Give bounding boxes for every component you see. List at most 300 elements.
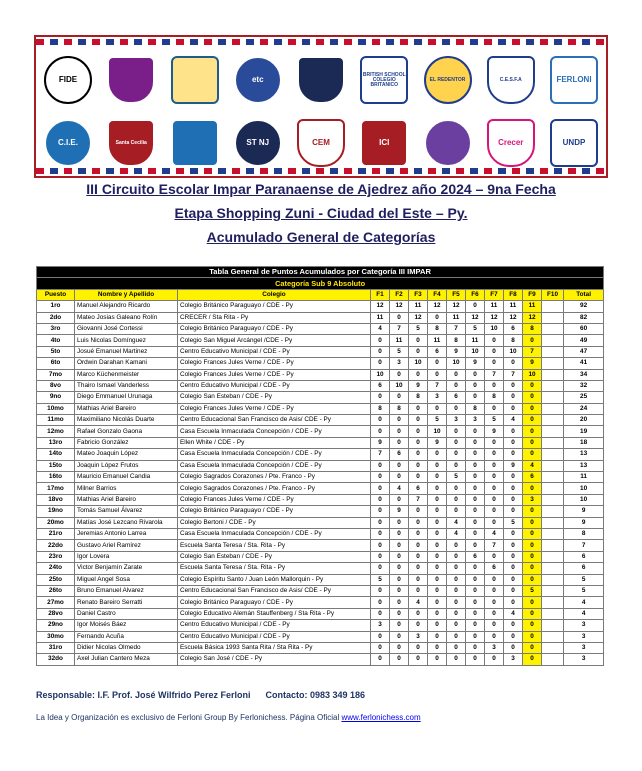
stage-score-cell: 4 (447, 528, 466, 539)
stage-score-cell: 9 (523, 358, 542, 369)
column-header: F7 (485, 289, 504, 300)
stage-score-cell: 3 (447, 415, 466, 426)
stage-score-cell: 0 (466, 608, 485, 619)
stage-score-cell: 7 (485, 540, 504, 551)
stage-score-cell: 0 (409, 563, 428, 574)
logo-label: BRITISH SCHOOL COLEGIO BRITANICO (362, 71, 406, 88)
school-cell: Colegio Espíritu Santo / Juan León Mallorquin - Py (178, 574, 371, 585)
stage-score-cell: 7 (428, 380, 447, 391)
stage-score-cell: 0 (485, 449, 504, 460)
logo-label: Crecer (498, 138, 524, 147)
stage-score-cell: 0 (390, 631, 409, 642)
stage-score-cell: 0 (466, 574, 485, 585)
stage-score-cell: 0 (428, 597, 447, 608)
stage-score-cell: 0 (523, 654, 542, 665)
stage-score-cell: 11 (428, 335, 447, 346)
table-row (37, 335, 604, 346)
stage-score-cell (542, 631, 564, 642)
school-cell: Escuela Santa Teresa / Sta. Rita - Py (178, 540, 371, 551)
stage-score-cell: 0 (428, 472, 447, 483)
school-cell: Casa Escuela Inmaculada Concepción / CDE - Py (178, 426, 371, 437)
rank-cell: 6to (37, 358, 75, 369)
table-row (37, 301, 604, 312)
stage-score-cell: 0 (371, 483, 390, 494)
stage-score-cell: 9 (371, 437, 390, 448)
shield-crest-icon (107, 56, 155, 104)
table-row (37, 358, 604, 369)
stage-score-cell: 12 (409, 312, 428, 323)
column-header: F10 (542, 289, 564, 300)
stage-score-cell: 0 (371, 494, 390, 505)
stage-score-cell: 0 (466, 460, 485, 471)
stage-score-cell: 8 (523, 323, 542, 334)
stage-score-cell (542, 449, 564, 460)
player-name-cell: Jeremias Antonio Larrea (75, 528, 178, 539)
stage-score-cell: 0 (485, 380, 504, 391)
rank-cell: 7mo (37, 369, 75, 380)
total-cell: 32 (564, 380, 604, 391)
stage-score-cell: 0 (466, 620, 485, 631)
total-cell: 92 (564, 301, 604, 312)
undp-logo-icon (550, 119, 598, 167)
total-cell: 60 (564, 323, 604, 334)
rank-cell: 9no (37, 392, 75, 403)
stage-score-cell: 0 (428, 369, 447, 380)
school-cell: Colegio Frances Jules Verne / CDE - Py (178, 369, 371, 380)
player-name-cell: Matías José Lezcano Rivarola (75, 517, 178, 528)
etc-emblem-icon (234, 56, 282, 104)
stage-score-cell: 0 (390, 437, 409, 448)
stage-score-cell: 0 (466, 585, 485, 596)
school-cell: Escuela Básica 1993 Santa Rita / Sta Rita - Py (178, 642, 371, 653)
column-header: F9 (523, 289, 542, 300)
stage-score-cell (542, 312, 564, 323)
stage-score-cell: 8 (447, 335, 466, 346)
footer-responsible (36, 690, 365, 700)
player-name-cell: Luis Nicolas Domínguez (75, 335, 178, 346)
total-cell: 9 (564, 506, 604, 517)
rank-cell: 22do (37, 540, 75, 551)
stage-score-cell: 5 (485, 415, 504, 426)
table-row (37, 426, 604, 437)
rank-cell: 23ro (37, 551, 75, 562)
total-cell: 82 (564, 312, 604, 323)
stage-score-cell: 0 (523, 483, 542, 494)
rank-cell: 14to (37, 449, 75, 460)
stage-score-cell: 0 (504, 563, 523, 574)
stage-score-cell: 0 (409, 528, 428, 539)
school-cell: Colegio Sagrados Corazones / Pte. Franco - Py (178, 472, 371, 483)
stage-score-cell: 0 (504, 483, 523, 494)
stage-score-cell: 0 (504, 642, 523, 653)
table-row (37, 608, 604, 619)
stage-score-cell (542, 551, 564, 562)
table-header-row (37, 289, 604, 300)
stage-score-cell: 0 (371, 415, 390, 426)
stage-score-cell: 7 (390, 323, 409, 334)
stage-score-cell: 10 (466, 346, 485, 357)
stage-score-cell: 11 (409, 301, 428, 312)
rank-cell: 2do (37, 312, 75, 323)
school-cell: Colegio Frances Jules Verne / CDE - Py (178, 494, 371, 505)
player-name-cell: Fernando Acuña (75, 631, 178, 642)
logo-label: EL REDENTOR (429, 76, 466, 83)
school-cell: Centro Educativo Municipal / CDE - Py (178, 380, 371, 391)
stage-score-cell: 11 (504, 301, 523, 312)
table-category: Categoría Sub 9 Absoluto (37, 278, 604, 289)
stage-score-cell: 0 (485, 346, 504, 357)
stage-score-cell: 0 (371, 642, 390, 653)
total-cell: 3 (564, 631, 604, 642)
stage-score-cell (542, 335, 564, 346)
stage-score-cell: 9 (390, 506, 409, 517)
stage-score-cell: 0 (409, 346, 428, 357)
rank-cell: 8vo (37, 380, 75, 391)
stage-score-cell: 0 (409, 517, 428, 528)
stage-score-cell: 0 (485, 472, 504, 483)
stage-score-cell: 0 (523, 551, 542, 562)
stage-score-cell: 9 (504, 460, 523, 471)
stage-score-cell: 10 (371, 369, 390, 380)
total-cell: 10 (564, 494, 604, 505)
school-cell: Colegio Británico Paraguayo / CDE - Py (178, 597, 371, 608)
stage-score-cell: 5 (428, 415, 447, 426)
stage-score-cell: 0 (485, 437, 504, 448)
stage-score-cell: 0 (485, 358, 504, 369)
stage-score-cell (542, 585, 564, 596)
stage-score-cell: 7 (409, 494, 428, 505)
stage-score-cell: 4 (504, 415, 523, 426)
stage-score-cell (542, 574, 564, 585)
total-cell: 3 (564, 620, 604, 631)
stage-score-cell (542, 483, 564, 494)
stage-score-cell: 0 (504, 585, 523, 596)
stage-score-cell: 0 (390, 369, 409, 380)
stage-score-cell: 3 (371, 620, 390, 631)
stage-score-cell (542, 528, 564, 539)
stage-score-cell: 0 (390, 585, 409, 596)
ici-runner-icon (360, 119, 408, 167)
stage-score-cell: 0 (428, 517, 447, 528)
stage-score-cell: 3 (485, 642, 504, 653)
stage-score-cell: 7 (523, 346, 542, 357)
stage-score-cell: 0 (466, 392, 485, 403)
stage-score-cell (542, 472, 564, 483)
stage-score-cell: 0 (371, 563, 390, 574)
stage-score-cell: 0 (409, 403, 428, 414)
stage-score-cell: 0 (371, 551, 390, 562)
school-cell: Centro Educacional San Francisco de Asis/ CDE - Py (178, 585, 371, 596)
stage-score-cell (542, 392, 564, 403)
stage-score-cell: 0 (428, 654, 447, 665)
stage-score-cell: 0 (504, 403, 523, 414)
stage-score-cell: 0 (466, 449, 485, 460)
rank-cell: 19no (37, 506, 75, 517)
stage-score-cell: 0 (447, 380, 466, 391)
total-cell: 3 (564, 654, 604, 665)
table-row (37, 460, 604, 471)
stage-score-cell (542, 323, 564, 334)
stage-score-cell: 0 (409, 426, 428, 437)
stage-score-cell: 10 (428, 426, 447, 437)
rank-cell: 20mo (37, 517, 75, 528)
stage-score-cell: 0 (523, 528, 542, 539)
rank-cell: 30mo (37, 631, 75, 642)
stage-score-cell: 0 (371, 597, 390, 608)
total-cell: 4 (564, 597, 604, 608)
table-row (37, 449, 604, 460)
stage-score-cell: 3 (390, 358, 409, 369)
credits-text: La Idea y Organización es exclusivo de Ferloni Group By Ferlonichess. Página Oficial (36, 713, 340, 722)
school-cell: Centro Educativo Municipal / CDE - Py (178, 346, 371, 357)
creser-crest-icon (171, 119, 219, 167)
school-cell: Colegio Sagrados Corazones / Pte. Franco - Py (178, 483, 371, 494)
stage-score-cell: 0 (409, 551, 428, 562)
table-row (37, 415, 604, 426)
player-name-cell: Mathias Ariel Bareiro (75, 494, 178, 505)
stage-score-cell: 0 (504, 449, 523, 460)
stage-score-cell: 4 (523, 460, 542, 471)
stage-score-cell: 0 (504, 551, 523, 562)
rank-cell: 31ro (37, 642, 75, 653)
stage-score-cell: 0 (485, 597, 504, 608)
stage-score-cell: 0 (428, 608, 447, 619)
stage-score-cell: 0 (428, 528, 447, 539)
stage-score-cell: 0 (390, 392, 409, 403)
stage-score-cell (542, 415, 564, 426)
table-row (37, 312, 604, 323)
stage-score-cell: 0 (466, 631, 485, 642)
school-cell: Centro Educativo Municipal / CDE - Py (178, 631, 371, 642)
logo-label: Santa Cecilia (115, 139, 147, 146)
school-cell: Colegio Educativo Alemán Stauffenberg / Sta Rita - Py (178, 608, 371, 619)
stage-score-cell: 0 (523, 642, 542, 653)
logo-label: FERLONI (556, 75, 592, 84)
stage-score-cell: 0 (523, 403, 542, 414)
player-name-cell: Mateo Josias Galeano Rolín (75, 312, 178, 323)
stage-score-cell: 0 (485, 574, 504, 585)
stage-score-cell: 5 (371, 574, 390, 585)
stage-score-cell (542, 517, 564, 528)
stage-score-cell: 0 (485, 506, 504, 517)
table-row (37, 506, 604, 517)
player-name-cell: Maximiliano Nicolás Duarte (75, 415, 178, 426)
stage-score-cell: 0 (523, 380, 542, 391)
player-name-cell: Rafael Gonzalo Gaona (75, 426, 178, 437)
stage-score-cell: 0 (523, 620, 542, 631)
rank-cell: 1ro (37, 301, 75, 312)
total-cell: 5 (564, 585, 604, 596)
stage-score-cell: 0 (428, 631, 447, 642)
stage-score-cell: 0 (409, 460, 428, 471)
stage-score-cell: 0 (447, 540, 466, 551)
stage-score-cell: 0 (504, 574, 523, 585)
stage-score-cell: 0 (466, 483, 485, 494)
stage-score-cell: 0 (523, 392, 542, 403)
stage-score-cell: 0 (485, 335, 504, 346)
table-row (37, 403, 604, 414)
column-header: Puesto (37, 289, 75, 300)
stage-score-cell: 5 (504, 517, 523, 528)
stage-score-cell: 0 (466, 654, 485, 665)
stage-score-cell: 0 (390, 312, 409, 323)
stage-score-cell (542, 506, 564, 517)
school-cell: Centro Educativo Municipal / CDE - Py (178, 620, 371, 631)
stage-score-cell (542, 540, 564, 551)
stage-score-cell: 0 (504, 437, 523, 448)
stage-score-cell: 0 (523, 540, 542, 551)
stage-score-cell: 0 (409, 437, 428, 448)
stage-score-cell: 0 (485, 608, 504, 619)
stage-score-cell: 0 (390, 460, 409, 471)
stage-score-cell: 0 (504, 506, 523, 517)
stage-score-cell: 11 (523, 301, 542, 312)
stage-score-cell: 4 (504, 608, 523, 619)
stage-score-cell: 11 (371, 312, 390, 323)
stage-score-cell: 0 (390, 494, 409, 505)
column-header: F3 (409, 289, 428, 300)
total-cell: 20 (564, 415, 604, 426)
stage-score-cell: 0 (485, 403, 504, 414)
stage-score-cell: 0 (447, 494, 466, 505)
stage-score-cell (542, 654, 564, 665)
table-row (37, 563, 604, 574)
stage-score-cell: 0 (428, 574, 447, 585)
stnj-crest-icon (234, 119, 282, 167)
stage-score-cell: 4 (409, 597, 428, 608)
stage-score-cell (542, 369, 564, 380)
rank-cell: 15to (37, 460, 75, 471)
stage-score-cell: 3 (504, 654, 523, 665)
stage-score-cell: 10 (504, 346, 523, 357)
table-row (37, 585, 604, 596)
logo-label: UNDP (562, 138, 586, 147)
stage-score-cell: 0 (485, 620, 504, 631)
column-header: F6 (466, 289, 485, 300)
stage-score-cell: 11 (466, 335, 485, 346)
stage-score-cell: 0 (485, 460, 504, 471)
stage-score-cell: 5 (523, 585, 542, 596)
stage-score-cell: 0 (523, 437, 542, 448)
logo-label: C.E.S.F.A (499, 76, 522, 83)
stage-score-cell: 0 (390, 426, 409, 437)
stage-score-cell: 5 (466, 323, 485, 334)
stage-score-cell: 8 (390, 403, 409, 414)
player-name-cell: Igor Moisés Báez (75, 620, 178, 631)
stage-score-cell: 0 (371, 540, 390, 551)
stage-score-cell: 0 (447, 426, 466, 437)
stage-score-cell: 0 (447, 563, 466, 574)
rank-cell: 5to (37, 346, 75, 357)
stage-score-cell: 0 (428, 358, 447, 369)
stage-score-cell: 9 (409, 380, 428, 391)
stage-score-cell: 0 (466, 301, 485, 312)
stage-score-cell: 5 (390, 346, 409, 357)
stage-score-cell: 12 (390, 301, 409, 312)
stage-score-cell: 0 (390, 608, 409, 619)
cesfa-emblem-icon (487, 56, 535, 104)
stage-score-cell: 0 (523, 563, 542, 574)
stage-score-cell: 0 (409, 335, 428, 346)
rank-cell: 21ro (37, 528, 75, 539)
stage-score-cell: 0 (504, 358, 523, 369)
stage-score-cell: 0 (523, 506, 542, 517)
stage-score-cell: 0 (371, 631, 390, 642)
table-row (37, 392, 604, 403)
standings-title: Acumulado General de Categorías (206, 229, 436, 245)
total-cell: 18 (564, 437, 604, 448)
player-name-cell: Renato Bareiro Serratti (75, 597, 178, 608)
total-cell: 7 (564, 540, 604, 551)
stage-score-cell: 0 (371, 585, 390, 596)
stage-score-cell: 10 (485, 323, 504, 334)
stage-score-cell (542, 608, 564, 619)
stage-score-cell: 6 (428, 346, 447, 357)
player-name-cell: Mauricio Emanuel Candia (75, 472, 178, 483)
stage-score-cell: 0 (485, 551, 504, 562)
cross-emblem-icon (171, 56, 219, 104)
stage-score-cell: 0 (371, 506, 390, 517)
total-cell: 10 (564, 483, 604, 494)
school-cell: Colegio Frances Jules Verne / CDE - Py (178, 403, 371, 414)
stage-score-cell: 0 (428, 642, 447, 653)
rank-cell: 28vo (37, 608, 75, 619)
contact-text: Contacto: 0983 349 186 (265, 690, 366, 700)
stage-score-cell: 0 (485, 483, 504, 494)
stage-score-cell: 6 (409, 483, 428, 494)
stage-score-cell: 8 (371, 403, 390, 414)
player-name-cell: Gustavo Ariel Ramírez (75, 540, 178, 551)
player-name-cell: Ordwin Darahan Kamani (75, 358, 178, 369)
stage-score-cell: 9 (485, 426, 504, 437)
rank-cell: 32do (37, 654, 75, 665)
column-header: F5 (447, 289, 466, 300)
stage-score-cell: 0 (466, 517, 485, 528)
cem-sun-icon (297, 119, 345, 167)
stage-score-cell: 0 (428, 494, 447, 505)
stage-score-cell: 12 (371, 301, 390, 312)
player-name-cell: Axel Julian Cantero Meza (75, 654, 178, 665)
stage-score-cell: 0 (466, 528, 485, 539)
stage-score-cell: 0 (371, 392, 390, 403)
stage-score-cell: 0 (447, 483, 466, 494)
table-row (37, 517, 604, 528)
player-name-cell: Tomás Samuel Álvarez (75, 506, 178, 517)
stage-score-cell: 0 (523, 335, 542, 346)
stage-score-cell: 0 (523, 449, 542, 460)
column-header: F2 (390, 289, 409, 300)
player-name-cell: Bruno Emanuel Alvarez (75, 585, 178, 596)
stage-score-cell: 0 (390, 528, 409, 539)
stage-score-cell: 0 (466, 494, 485, 505)
stage-score-cell: 0 (504, 426, 523, 437)
stage-score-cell (542, 620, 564, 631)
logo-label: ICI (379, 138, 390, 147)
total-cell: 49 (564, 335, 604, 346)
official-site-link[interactable]: www.ferlonichess.com (341, 713, 421, 722)
total-cell: 34 (564, 369, 604, 380)
total-cell: 47 (564, 346, 604, 357)
total-cell: 4 (564, 608, 604, 619)
stage-score-cell: 7 (485, 369, 504, 380)
stage-score-cell (542, 346, 564, 357)
player-name-cell: Mathias Ariel Bareiro (75, 403, 178, 414)
stage-score-cell: 10 (409, 358, 428, 369)
stage-score-cell: 12 (523, 312, 542, 323)
stage-score-cell: 10 (390, 380, 409, 391)
stage-score-cell: 0 (466, 380, 485, 391)
stage-score-cell: 11 (447, 312, 466, 323)
